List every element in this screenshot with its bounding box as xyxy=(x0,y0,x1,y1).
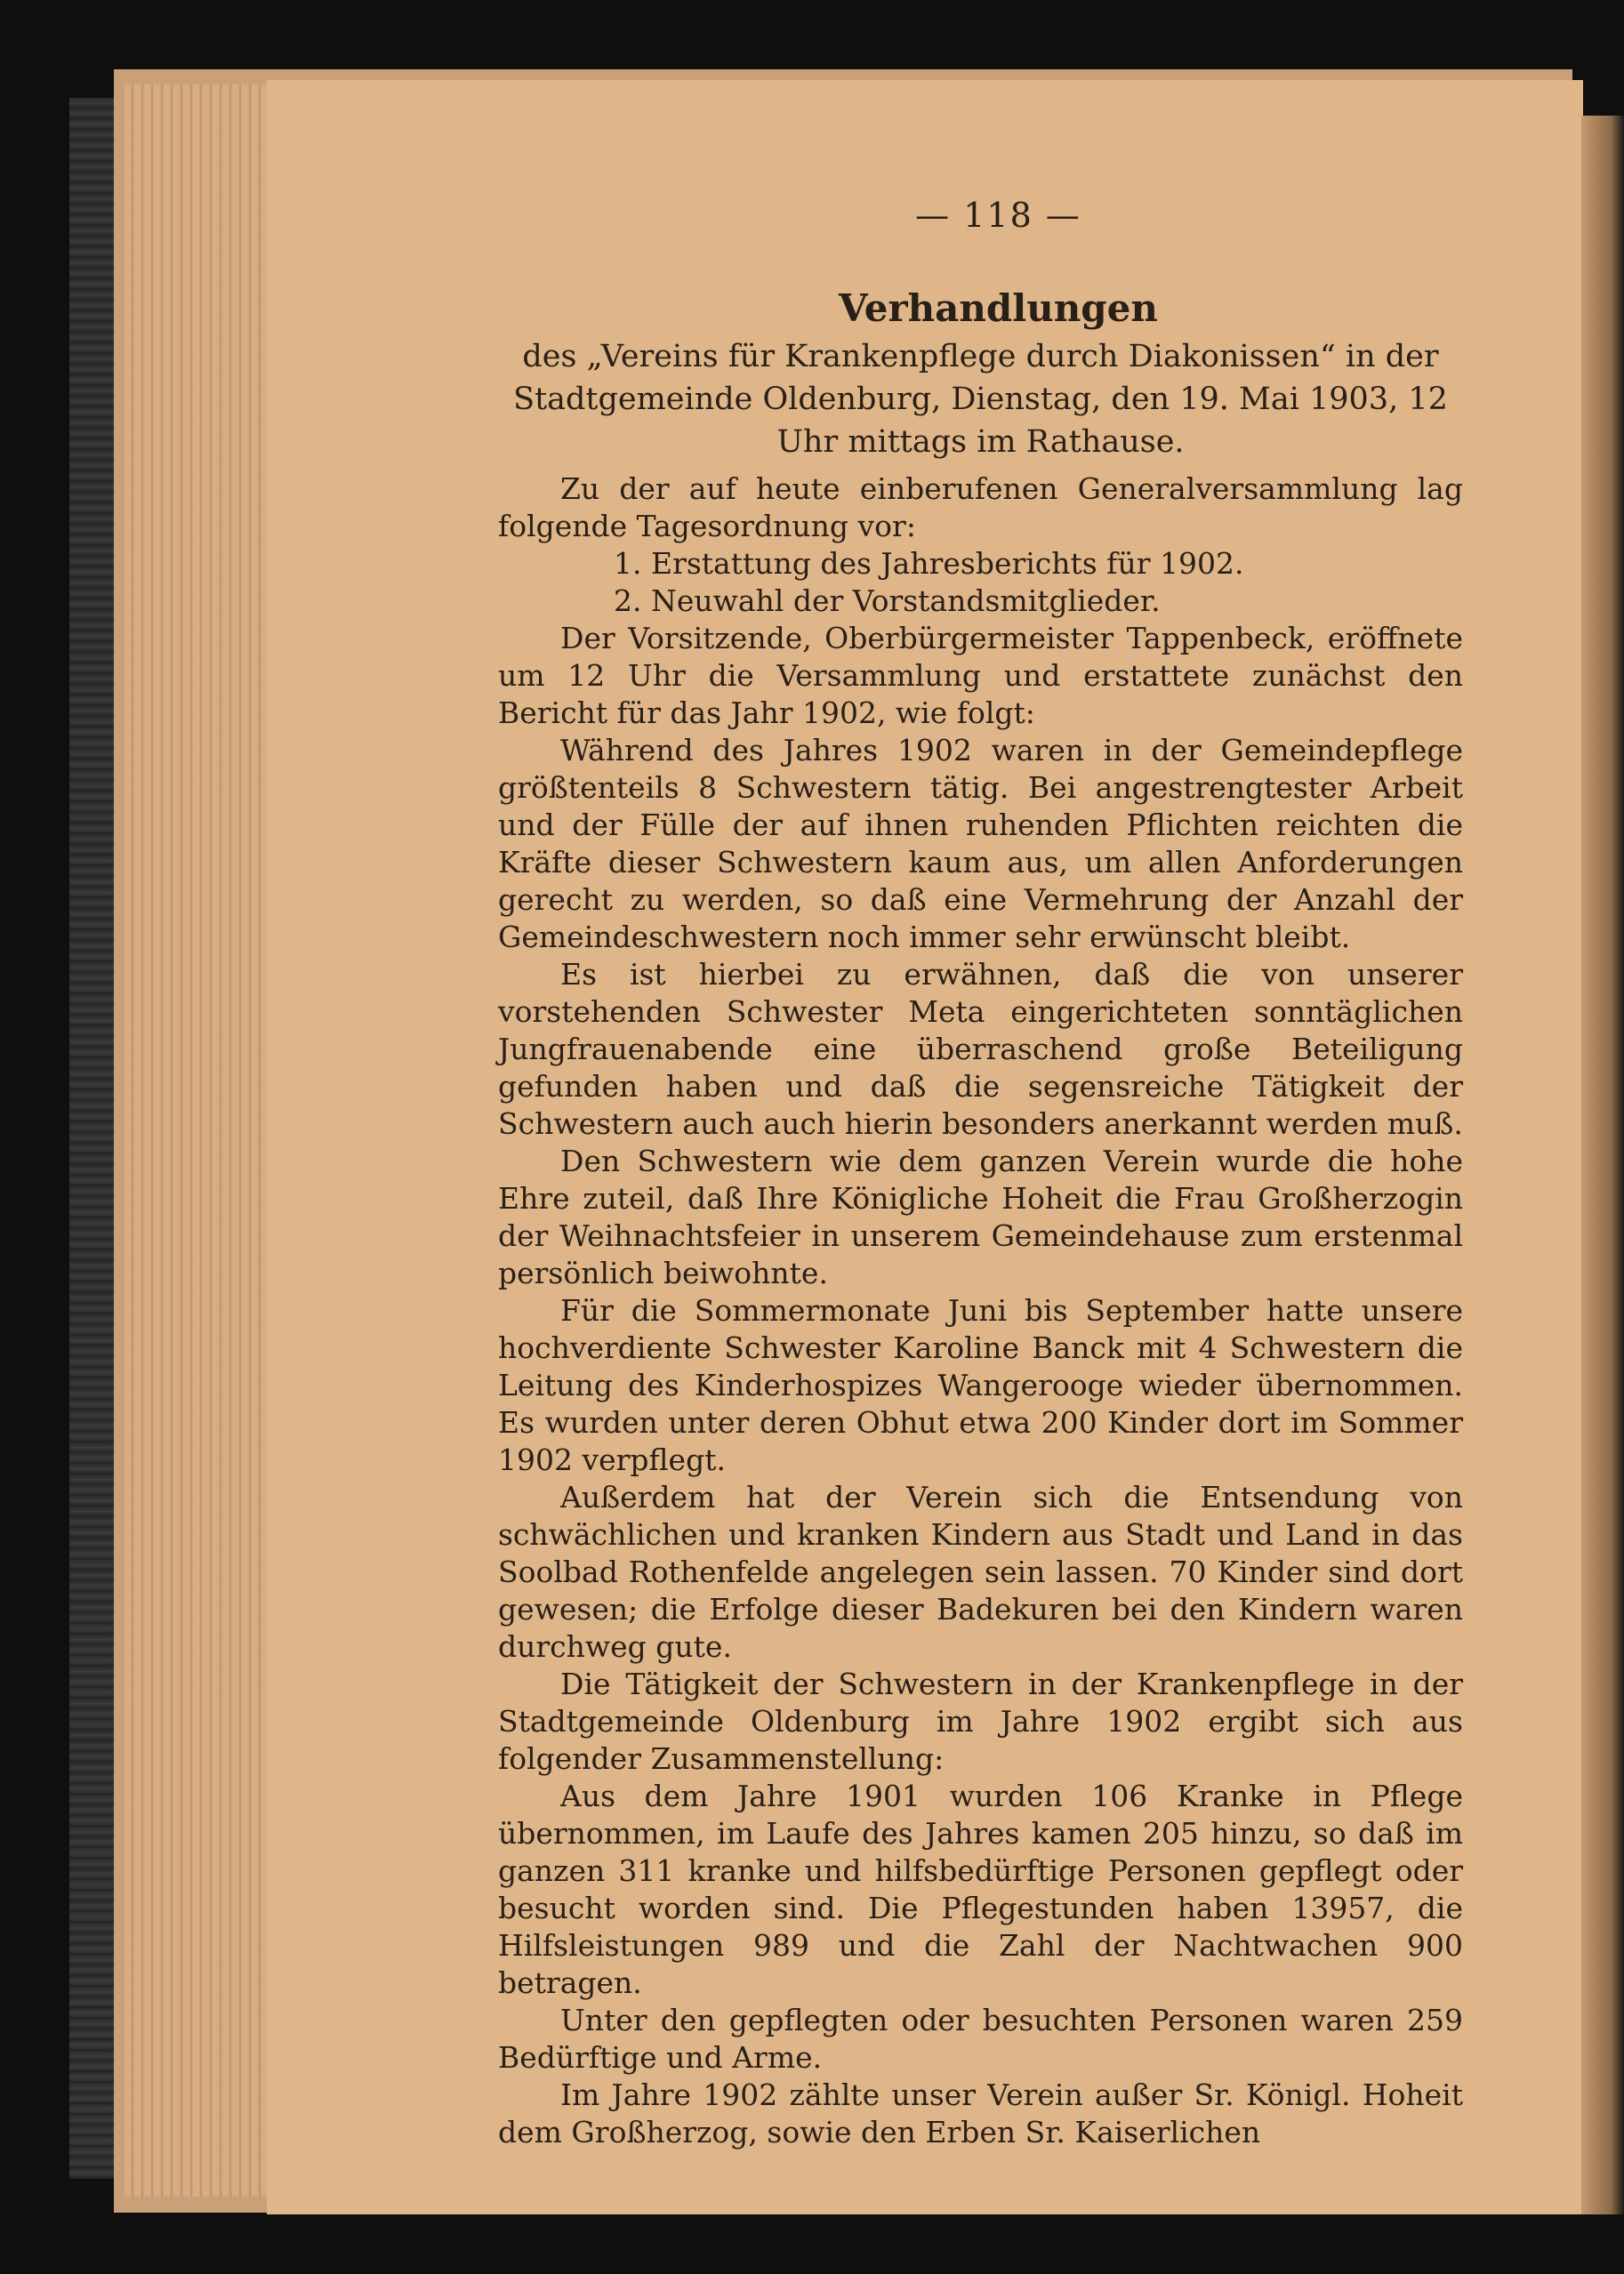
page-heading: Verhandlungen xyxy=(839,286,1158,330)
page-subtitle: des „Vereins für Krankenpflege durch Diakonissen“ in der Stadtgemeinde Oldenburg, Dienstag, den 19. Mai 1903, 12 Uhr mittags im Rathause. xyxy=(513,339,1448,460)
paragraph: Es ist hierbei zu erwähnen, daß die von unserer vorstehenden Schwester Meta eingerichteten sonntäglichen Jungfrauenabende eine überraschend große Beteiligung gefunden haben und daß die segensreiche Tätigkeit der Schwestern auch auch hierin besonders anerkannt werden muß. xyxy=(498,957,1463,1141)
page-number: — 118 — xyxy=(915,196,1081,235)
paragraph: Den Schwestern wie dem ganzen Verein wurde die hohe Ehre zuteil, daß Ihre Königliche Hoheit die Frau Großherzogin der Weihnachtsfeier in unserem Gemeindehause zum erstenmal persönlich beiwohnte. xyxy=(498,1144,1463,1290)
paragraph: Während des Jahres 1902 waren in der Gemeindepflege größtenteils 8 Schwestern tätig. Bei angestrengtester Arbeit und der Fülle der auf ihnen ruhenden Pflichten reichten die Kräfte dieser Schwestern kaum aus, um allen Anforderungen gerecht zu werden, so daß eine Vermehrung der Anzahl der Gemeindeschwestern noch immer sehr erwünscht bleibt. xyxy=(498,733,1463,954)
agenda-list xyxy=(498,545,1463,620)
paragraph: Der Vorsitzende, Oberbürgermeister Tappenbeck, eröffnete um 12 Uhr die Versammlung und erstattete zunächst den Bericht für das Jahr 1902, wie folgt: xyxy=(498,621,1463,730)
page-right-edge xyxy=(1581,116,1624,2214)
paragraph: Für die Sommermonate Juni bis September hatte unsere hochverdiente Schwester Karoline Banck mit 4 Schwestern die Leitung des Kinderhospizes Wangerooge wieder übernommen. Es wurden unter deren Obhut etwa 200 Kinder dort im Sommer 1902 verpflegt. xyxy=(498,1293,1463,1477)
paragraph: Unter den gepflegten oder besuchten Personen waren 259 Bedürftige und Arme. xyxy=(498,2003,1463,2075)
page-content xyxy=(498,196,1463,2151)
paragraph: Außerdem hat der Verein sich die Entsendung von schwächlichen und kranken Kindern aus Stadt und Land in das Soolbad Rothenfelde angelegen sein lassen. 70 Kinder sind dort gewesen; die Erfolge dieser Badekuren bei den Kindern waren durchweg gute. xyxy=(498,1480,1463,1664)
body-text xyxy=(498,470,1463,2151)
page-edges xyxy=(125,84,285,2197)
agenda-item: 1. Erstattung des Jahresberichts für 1902. xyxy=(614,546,1244,581)
paragraph: Die Tätigkeit der Schwestern in der Krankenpflege in der Stadtgemeinde Oldenburg im Jahre 1902 ergibt sich aus folgender Zusammenstellung: xyxy=(498,1667,1463,1776)
paragraph: Aus dem Jahre 1901 wurden 106 Kranke in Pflege übernommen, im Laufe des Jahres kamen 205 hinzu, so daß im ganzen 311 kranke und hilfsbedürftige Personen gepflegt oder besucht worden sind. Die Pflegestunden haben 13957, die Hilfsleistungen 989 und die Zahl der Nachtwachen 900 betragen. xyxy=(498,1779,1463,2000)
paragraph: Im Jahre 1902 zählte unser Verein außer Sr. Königl. Hoheit dem Großherzog, sowie den Erben Sr. Kaiserlichen xyxy=(498,2077,1463,2149)
intro-paragraph: Zu der auf heute einberufenen Generalversammlung lag folgende Tagesordnung vor: xyxy=(498,471,1463,543)
agenda-item: 2. Neuwahl der Vorstandsmitglieder. xyxy=(614,583,1161,618)
